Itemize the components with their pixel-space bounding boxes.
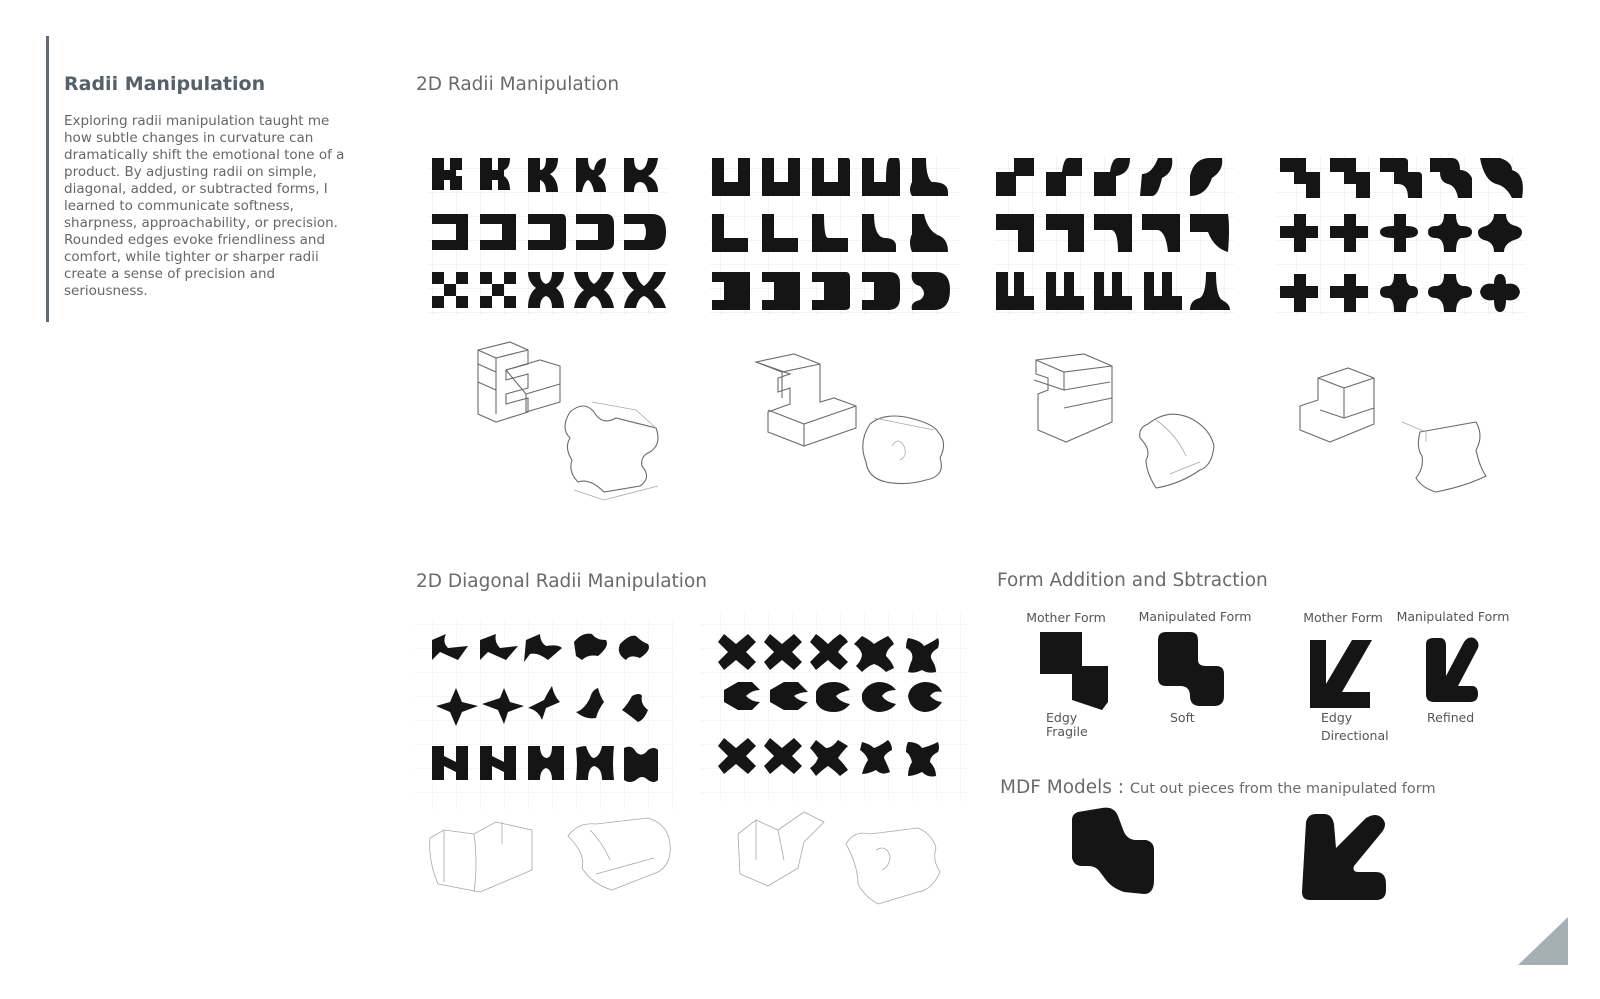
manipulated-desc-2: Refined bbox=[1427, 710, 1475, 725]
mother-form-2 bbox=[1310, 640, 1372, 708]
radii-grid-4 bbox=[1276, 155, 1526, 315]
diagonal-sketch-2 bbox=[738, 812, 940, 904]
sketch-group-4 bbox=[1300, 368, 1486, 492]
manipulated-form-label-1: Manipulated Form bbox=[1138, 609, 1252, 624]
mdf-heading-separator: : bbox=[1111, 777, 1130, 798]
diagonal-grid-2 bbox=[700, 612, 968, 802]
manipulated-form-2 bbox=[1426, 638, 1479, 703]
mdf-model-1 bbox=[1072, 808, 1154, 894]
mother-form-label-1: Mother Form bbox=[1026, 610, 1106, 625]
manipulated-form-label-2: Manipulated Form bbox=[1396, 609, 1510, 624]
corner-triangle-icon bbox=[1518, 917, 1568, 965]
mdf-heading-main: MDF Models bbox=[1000, 777, 1112, 798]
page-title: Radii Manipulation bbox=[64, 73, 266, 95]
manipulated-form-1 bbox=[1158, 632, 1224, 706]
radii-grid-2 bbox=[710, 155, 960, 315]
sketch-group-3 bbox=[1034, 354, 1214, 488]
sketch-group-1 bbox=[478, 342, 658, 500]
mother-desc-2a: Edgy bbox=[1321, 710, 1353, 725]
mother-desc-2b: Directional bbox=[1321, 728, 1389, 743]
addition-subtraction-heading: Form Addition and Sbtraction bbox=[997, 570, 1268, 591]
mother-form-label-2: Mother Form bbox=[1303, 610, 1383, 625]
radii-grid-3 bbox=[994, 155, 1234, 315]
mdf-subheading: Cut out pieces from the manipulated form bbox=[1129, 781, 1436, 797]
radii-grid-1 bbox=[428, 155, 668, 315]
mother-desc-1a: Edgy bbox=[1046, 710, 1078, 725]
mdf-model-2 bbox=[1302, 814, 1386, 900]
diagonal-2d-heading: 2D Diagonal Radii Manipulation bbox=[416, 571, 707, 592]
intro-paragraph: Exploring radii manipulation taught me how subtle changes in curvature can dramatically shift the emotional tone of a product. By adjusting radii on simple, diagonal, added, or subtracted forms, I learned to communicate softness, sharpness, approachability, or precision. Rounded edges evoke friendliness and comfort, while tighter or sharper radii create a sense of precision and seriousness. bbox=[64, 113, 345, 299]
diagonal-grid-1 bbox=[414, 620, 674, 810]
mother-form-1 bbox=[1040, 632, 1108, 710]
mother-desc-1b: Fragile bbox=[1046, 724, 1088, 739]
sketch-group-2 bbox=[756, 354, 944, 484]
manipulated-desc-1: Soft bbox=[1170, 710, 1195, 725]
diagonal-sketch-1 bbox=[430, 818, 671, 892]
radii-2d-heading: 2D Radii Manipulation bbox=[416, 74, 620, 95]
